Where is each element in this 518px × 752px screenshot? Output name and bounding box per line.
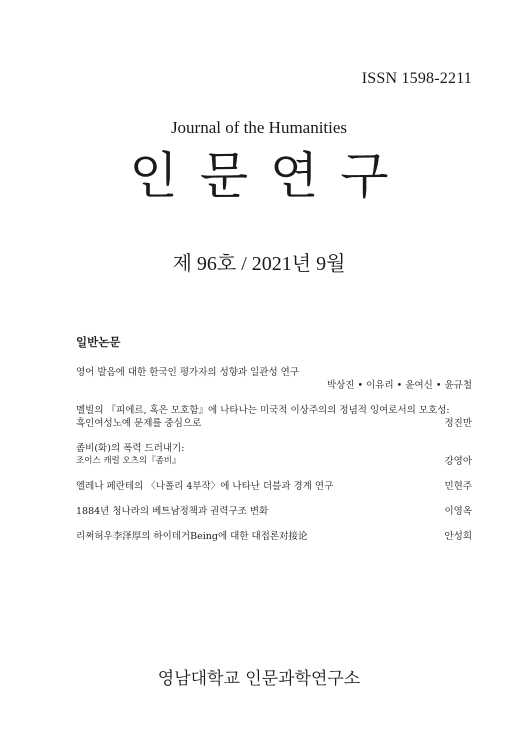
article-title: 리쩌허우李泽厚의 하이데거Being에 대한 대접론对接论 <box>76 531 308 542</box>
issn-number: ISSN 1598-2211 <box>361 70 472 87</box>
article-subtitle: 흑인여성노예 문제를 중심으로 <box>76 418 202 429</box>
article-title: 멜빌의 『피에르, 혹은 모호함』에 나타나는 미국적 이상주의의 정념적 잉여로서의 모호성: <box>76 405 450 416</box>
article-author: 정진만 <box>444 418 472 429</box>
article-entry <box>76 442 472 468</box>
section-heading: 일반논문 <box>76 335 121 349</box>
article-title: 영어 발음에 대한 한국인 평가자의 성향과 일관성 연구 <box>76 367 300 378</box>
article-title: 엘레나 페란테의 〈나폴리 4부작〉에 나타난 더블과 경계 연구 <box>76 481 334 492</box>
article-entry <box>76 404 472 430</box>
journal-title-korean: 인문연구 <box>129 147 411 205</box>
article-title: 1884년 청나라의 베트남정책과 권력구조 변화 <box>76 506 269 517</box>
article-author: 박상진 • 이유리 • 윤여신 • 윤규철 <box>326 380 472 391</box>
article-entry <box>76 505 472 518</box>
article-author: 이영옥 <box>444 506 472 517</box>
issue-info: 제 96호 / 2021년 9월 <box>172 253 346 275</box>
article-title: 좀비(화)의 폭력 드러내기: <box>76 443 185 454</box>
article-entry <box>76 366 472 392</box>
article-author: 안성희 <box>444 531 472 542</box>
article-subtitle: 조이스 캐럴 오츠의『좀비』 <box>76 456 181 466</box>
journal-title-english: Journal of the Humanities <box>170 118 348 137</box>
article-entry <box>76 480 472 493</box>
table-of-contents <box>76 366 472 555</box>
publisher-name: 영남대학교 인문과학연구소 <box>157 669 361 689</box>
article-entry <box>76 530 472 543</box>
article-author: 민현주 <box>444 481 472 492</box>
article-author: 강영아 <box>444 456 472 467</box>
